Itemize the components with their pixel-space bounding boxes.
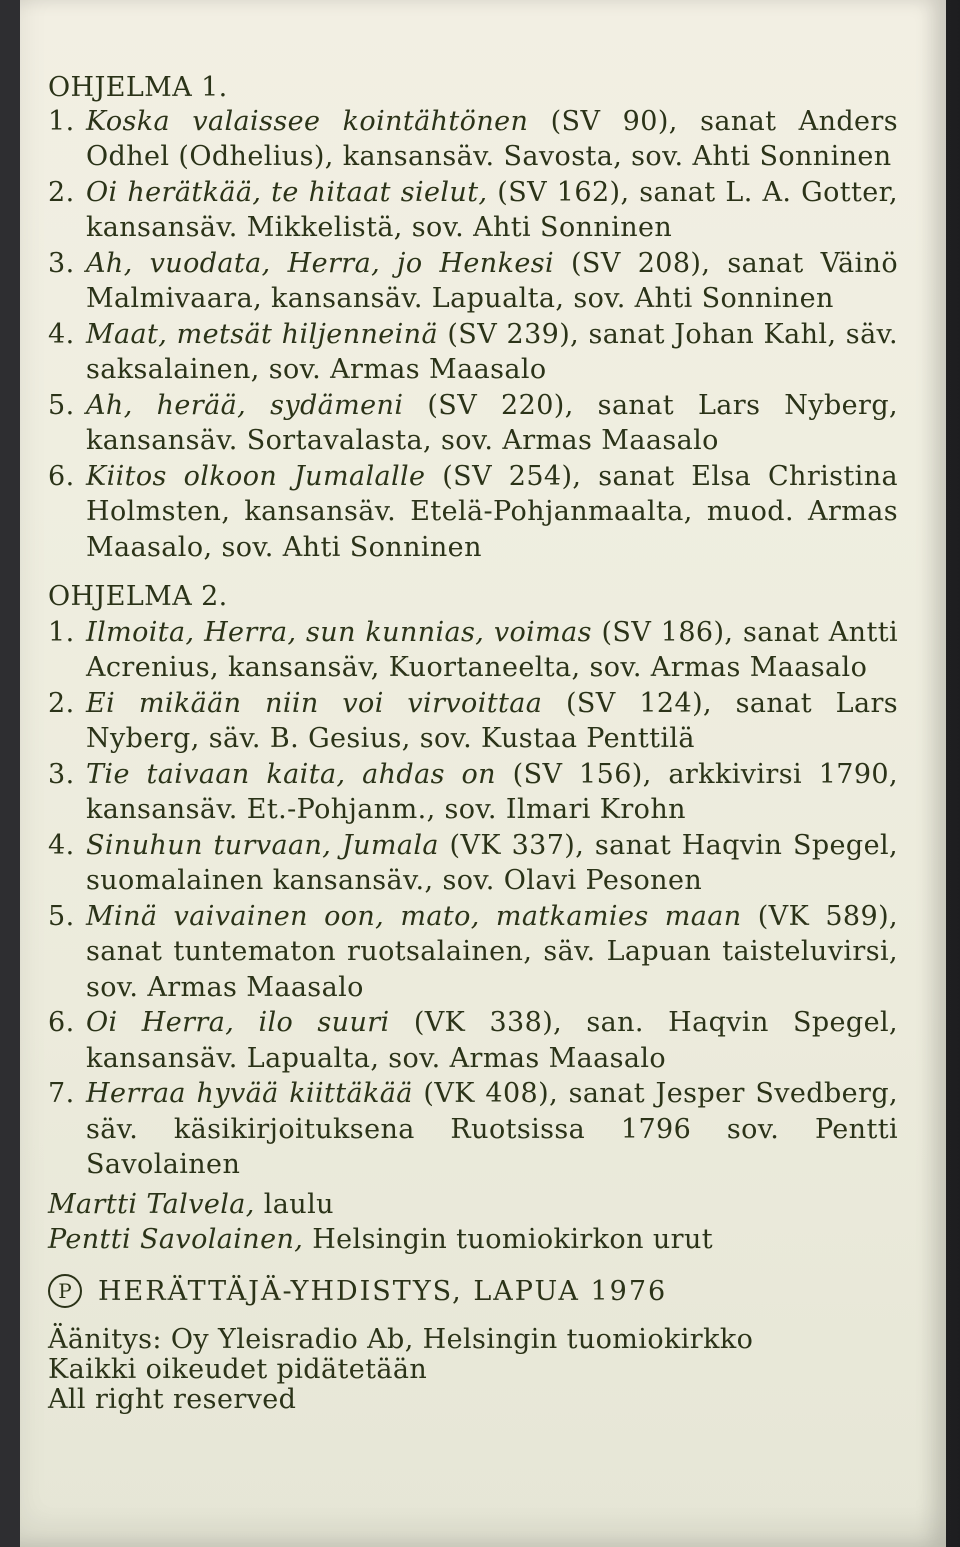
item-number: 2. [48,687,75,719]
song-title: Koska valaissee kointähtönen [86,105,529,137]
song-title: Tie taivaan kaita, ahdas on [86,758,496,790]
song-title: Maat, metsät hiljenneinä [86,318,438,350]
item-number: 7. [48,1078,75,1109]
footer-notes [48,1325,898,1415]
publisher-text: HERÄTTÄJÄ-YHDISTYS, LAPUA 1976 [98,1275,668,1307]
song-title: Oi Herra, ilo suuri [86,1007,390,1038]
song-details: (VK 338), san. Haqvin Spegel, kansansäv. Lapualta, sov. Armas Maasalo [86,1007,899,1074]
list-item [48,104,898,175]
list-item [48,1005,898,1076]
program-1-heading: OHJELMA 1. [48,72,228,103]
list-item [48,899,898,1006]
list-item [48,615,898,686]
item-number: 5. [48,900,75,932]
performer-role: Helsingin tuomiokirkon urut [312,1224,713,1255]
list-item [48,1076,898,1183]
list-item [48,388,898,459]
list-item [48,246,898,317]
song-details: (SV 254), sanat Elsa Christina Holmsten, kansansäv. Etelä-Pohjanmaalta, muod. Armas Maasalo, sov. Ahti Sonninen [86,460,898,563]
song-details: (VK 408), sanat Jesper Svedberg, säv. käsikirjoituksena Ruotsissa 1796 sov. Pentti Savolainen [86,1078,899,1180]
rights-finnish: Kaikki oikeudet pidätetään [48,1354,428,1385]
item-number: 6. [48,460,75,492]
song-details: (VK 589), sanat tuntematon ruotsalainen, säv. Lapuan taisteluvirsi, sov. Armas Maasalo [86,900,898,1003]
performer-name: Martti Talvela, [48,1188,255,1220]
phonogram-copyright-icon: P [48,1274,82,1308]
song-title: Kiitos olkoon Jumalalle [86,460,426,492]
song-details: (SV 208), sanat Väinö Malmivaara, kansansäv. Lapualta, sov. Ahti Sonninen [86,247,898,314]
song-title: Ilmoita, Herra, sun kunnias, voimas [86,616,592,648]
performer-name: Pentti Savolainen, [48,1224,304,1255]
publisher-line [48,1274,898,1310]
credit-organist [48,1222,898,1258]
list-item [48,459,898,566]
song-title: Oi herätkää, te hitaat sielut, [86,176,488,208]
song-details: (SV 186), sanat Antti Acrenius, kansansäv, Kuortaneelta, sov. Armas Maasalo [86,616,898,683]
list-item [48,317,898,388]
song-details: (VK 337), sanat Haqvin Spegel, suomalainen kansansäv., sov. Olavi Pesonen [86,829,898,896]
performer-credits [48,1187,898,1258]
list-item [48,757,898,828]
item-number: 3. [48,758,75,790]
item-number: 4. [48,318,75,350]
recording-note: Äänitys: Oy Yleisradio Ab, Helsingin tuomiokirkko [48,1324,754,1355]
list-item [48,686,898,757]
performer-role: laulu [263,1188,334,1220]
song-details: (SV 124), sanat Lars Nyberg, säv. B. Gesius, sov. Kustaa Penttilä [86,687,899,754]
tracklist-document [48,70,898,1415]
item-number: 6. [48,1007,75,1038]
list-item [48,175,898,246]
song-title: Ah, herää, sydämeni [86,389,404,421]
song-details: (SV 220), sanat Lars Nyberg, kansansäv. Sortavalasta, sov. Armas Maasalo [86,389,899,456]
item-number: 5. [48,389,75,421]
list-item [48,828,898,899]
song-title: Sinuhun turvaan, Jumala [86,829,439,861]
song-title: Minä vaivainen oon, mato, matkamies maan [86,900,742,932]
song-title: Ei mikään niin voi virvoittaa [86,687,543,719]
program-2-heading: OHJELMA 2. [48,581,228,612]
song-details: (SV 156), arkkivirsi 1790, kansansäv. Et.-Pohjanm., sov. Ilmari Krohn [86,758,898,825]
item-number: 1. [48,105,75,137]
credit-singer [48,1187,898,1223]
item-number: 3. [48,247,75,279]
item-number: 2. [48,176,75,208]
song-details: (SV 90), sanat Anders Odhel (Odhelius), kansansäv. Savosta, sov. Ahti Sonninen [86,105,898,172]
song-title: Herraa hyvää kiittäkää [86,1078,413,1109]
song-details: (SV 162), sanat L. A. Gotter, kansansäv. Mikkelistä, sov. Ahti Sonninen [86,176,898,243]
song-details: (SV 239), sanat Johan Kahl, säv. saksalainen, sov. Armas Maasalo [86,318,898,385]
item-number: 4. [48,829,75,861]
program-2-list [48,615,898,1183]
item-number: 1. [48,616,75,648]
program-1-list [48,104,898,566]
song-title: Ah, vuodata, Herra, jo Henkesi [86,247,554,279]
rights-english: All right reserved [48,1384,297,1415]
